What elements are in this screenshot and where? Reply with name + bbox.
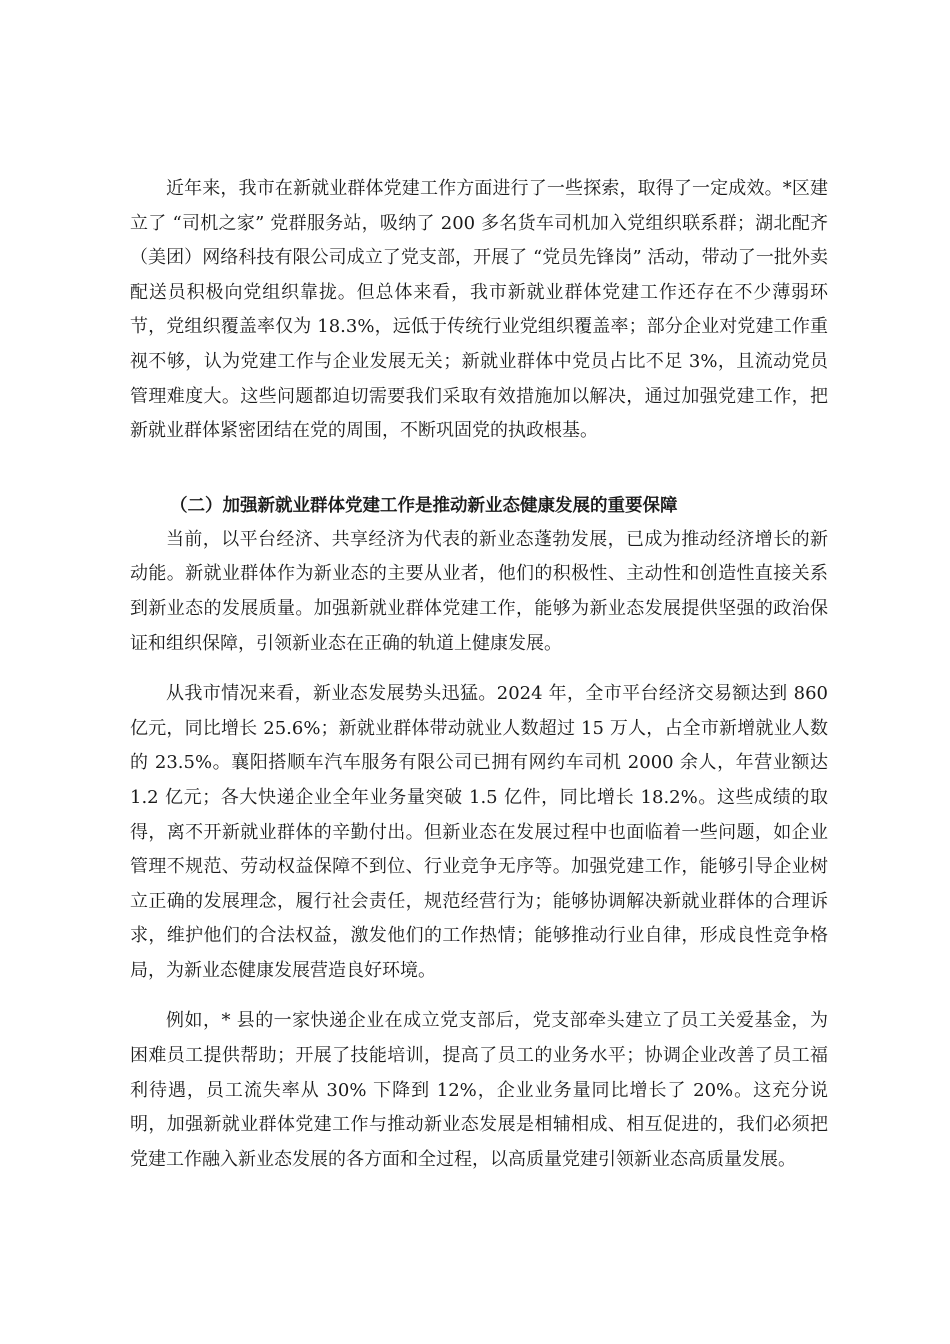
paragraph-city-situation: 从我市情况来看，新业态发展势头迅猛。2024 年，全市平台经济交易额达到 860 亿元，同比增长 25.6%；新就业群体带动就业人数超过 15 万人，占全市新增就业人数的 23.5%。襄阳搭顺车汽车服务有限公司已拥有网约车司机 2000 余人，年营业额达 1.2 亿元；各大快递企业全年业务量突破 1.5 亿件，同比增长 18.2%。这些成绩的取得，离不开新就业群体的辛勤付出。但新业态在发展过程中也面临着一些问题，如企业管理不规范、劳动权益保障不到位、行业竞争无序等。加强党建工作，能够引导企业树立正确的发展理念，履行社会责任，规范经营行为；能够协调解决新就业群体的合理诉求，维护他们的合法权益，激发他们的工作热情；能够推动行业自律，形成良性竞争格局，为新业态健康发展营造良好环境。 — [130, 683, 828, 981]
spacer — [130, 661, 828, 677]
document-page — [130, 172, 828, 1177]
paragraph-exploration-results: 近年来，我市在新就业群体党建工作方面进行了一些探索，取得了一定成效。*区建立了 “司机之家” 党群服务站，吸纳了 200 多名货车司机加入党组织联系群；湖北配齐（美团）网络科技有限公司成立了党支部，开展了 “党员先锋岗” 活动，带动了一批外卖配送员积极向党组织靠拢。但总体来看，我市新就业群体党建工作还存在不少薄弱环节，党组织覆盖率仅为 18.3%，远低于传统行业党组织覆盖率；部分企业对党建工作重视不够，认为党建工作与企业发展无关；新就业群体中党员占比不足 3%，且流动党员管理难度大。这些问题都迫切需要我们采取有效措施加以解决，通过加强党建工作，把新就业群体紧密团结在党的周围，不断巩固党的执政根基。 — [130, 178, 828, 442]
paragraph-new-business-forms: 当前，以平台经济、共享经济为代表的新业态蓬勃发展，已成为推动经济增长的新动能。新就业群体作为新业态的主要从业者，他们的积极性、主动性和创造性直接关系到新业态的发展质量。加强新就业群体党建工作，能够为新业态发展提供坚强的政治保证和组织保障，引领新业态在正确的轨道上健康发展。 — [130, 528, 828, 654]
spacer — [130, 449, 828, 489]
paragraph-county-example: 例如，* 县的一家快递企业在成立党支部后，党支部牵头建立了员工关爱基金，为困难员工提供帮助；开展了技能培训，提高了员工的业务水平；协调企业改善了员工福利待遇，员工流失率从 30% 下降到 12%，企业业务量同比增长了 20%。这充分说明，加强新就业群体党建工作与推动新业态发展是相辅相成、相互促进的，我们必须把党建工作融入新业态发展的各方面和全过程，以高质量党建引领新业态高质量发展。 — [130, 1010, 828, 1170]
section-heading: （二）加强新就业群体党建工作是推动新业态健康发展的重要保障 — [170, 495, 678, 516]
spacer — [130, 988, 828, 1004]
